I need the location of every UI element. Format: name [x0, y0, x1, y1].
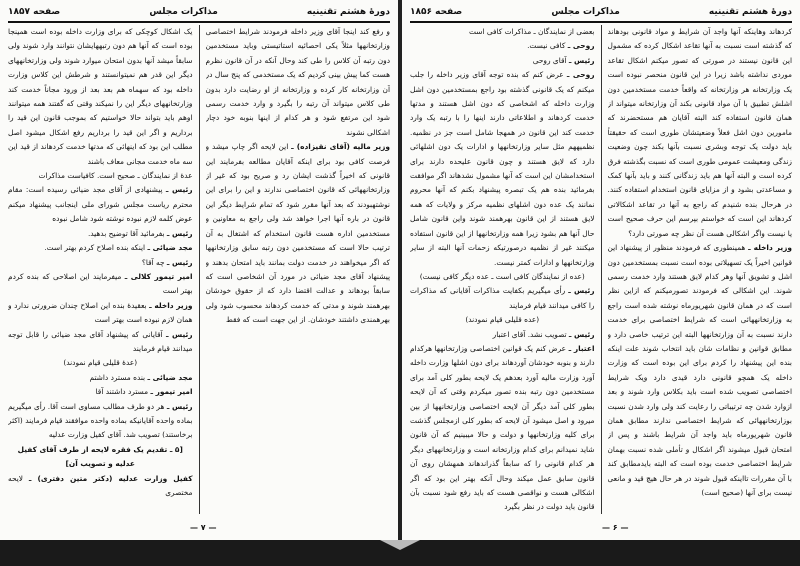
- speech-paragraph: [8, 270, 193, 299]
- speech-text: تصویب نشد. آقای اعتبار: [492, 329, 567, 339]
- speaker-name: وزیر مالیه (آقای نقیزاده) ـ: [291, 142, 390, 152]
- text-paragraph: و رفع کند اینجا آقای وزیر داخله فرمودند شرایط اختصاصی وزارتخانهها مثلاً یکی احصائیه استاتیستی وباید مستخدمین دون رتبه آن کلاس را طی کند وحال آنکه در آن قانون نظرم هست کما پیش بینی کردیم که یک مستخدمی که پنج سال در آن وزارتخانه کار کرده و وزارتخانه از او رضایت دارد بدون طی کلاس میتواند آن رتبه را بگیرد و وارد خدمت رسمی شود این مرتفع شود و هر کدام از اینها بنوبه خود دچار اشکالی نشوند: [205, 27, 390, 137]
- stage-note: (عدهٔ قلیلی قیام نمودند): [63, 358, 138, 368]
- speech-paragraph: [410, 54, 595, 68]
- speech-paragraph: [410, 328, 595, 342]
- page-header: [8, 4, 390, 20]
- speech-text: اینکه بنده اصلاح کردم بهتر است.: [44, 243, 146, 253]
- text-paragraph: کردهاند وهاینکه آنها واجد آن شرایط و مواد قانونی بودهاند که گذشته است نسبت به آنها تقاعد اشکال کرده که مشمول این قانون نیستند در صورتی که تصور میکنم اشکال تقاعد موردی نداشته باشد زیرا در این قانون منحصر نبوده است یک وزارتخانه هر وزارتخانه که واقعاً خدمت مستخدمین دون اشلش تطبیق با آن مواد قانونی بکند آن وزارتخانه میتواند از همان قانون استفاده کند البته آقایان هم مستحضرند که مامورین دون اشل فعلاً وضعیتشان طوری است که حقیقتاً باید دولت یک توجه وبشری نسبت بآنها بکند چون وضعیت زندگی ومعیشت عمومی طوری است که نسبت بگذشته فرق کرده است و البته آنها هم باید زندگانی کنند و باید بآنها کمک و مساعدتی بشود و از مزایای قانون استخدام استفاده کنند. در هرحال بنده شنیدم که راجع به آنها در تقاعد اشکالاتی کردهاند این است که خواستم بپرسم این حرف صحیح است یا نیست واگر اشکالی هست آن نظر چه صورتی دارد؟: [607, 27, 792, 238]
- speech-text: لایحه مختصری: [8, 473, 193, 497]
- speech-text: عرض کنم که بنده توجه آقای وزیر داخله را جلب میکنم که یک قانونی گذشته بود راجع بمستخدمین دون اشل وزارت داخله که اشخاصی که دون اشل هستند و مدتها خدمت کردهاند و اطلاعاتی دارند اینها را با رتبه یک وارد خدمت کند این قانون در همهجا شامل است جز در نظمیه. نظمیههم مثل سایر وزارتخانهها و ادارات یک دون اشلهائی دارد که لایق هستند و چون قانون علیحده دارند برای استخدامشان این است که آنها مشمول نشدهاند اگر موافقت بفرمائید بنده هم یک تبصره پیشنهاد بکنم که آنها محروم نمانند یک عده دون اشلهای نظمیه مرکز و ولایات که همه لایق هستند از این قانون بهرهمند شوند واین قانون شامل حال آنها هم بشود زیرا همه وزارتخانهها از این قانون استفاده میکنند غیر از نظمیه درصورتیکه زحمات آنها البته از سایر وزارتخانهها و ادارات کمتر نیست.: [410, 70, 595, 267]
- speaker-name: رئیس ـ: [166, 329, 193, 339]
- page-number: صفحه ۱۸۵۶: [410, 7, 463, 17]
- speech-paragraph: [8, 385, 193, 399]
- text-paragraph: یک اشکال کوچکی که برای وزارت داخله بوده است همینجا بوده است که آنها هم دون رتبههایشان نتوانند وارد شوند ولی سابقاً میشد آنها بدون امتحان میوارد شوند ولی وزارتخانههای دیگر این قدر هم نمیتوانستند و شرطش این کلاس وزارت داخله بود که سهماه هم بعد بعد از ورود مجاناً خدمت کند وزارتخانههای دیگر این را نمیکند وقتی که گفتند همه میتوانند اوهم باید بتواند حالا خواستیم که بموجب قانون این قید را برداریم و اگر این قید را برداریم رفع اشکال میشود اصل مطلب این بود که اینهائی که مدتها خدمت کردهاند از قید این سه ماه خدمت مجانی معاف باشند: [8, 27, 193, 166]
- speech-paragraph: [8, 227, 193, 241]
- folio: — ۶ —: [602, 523, 629, 532]
- speaker-name: مجد ضیائی ـ: [147, 243, 193, 253]
- header-rule: [8, 21, 390, 23]
- speech-text: بنده مسترد داشتم: [89, 372, 146, 382]
- speech-text: میفرمایند این اصلاحی که بنده کردم بهتر است: [8, 271, 193, 296]
- text-columns: [410, 25, 792, 514]
- speech-paragraph: [206, 140, 391, 327]
- running-title: مذاکرات مجلس: [149, 7, 218, 17]
- speaker-name: کفیل وزارت عدلیه (دکتر متین دفتری) ـ: [28, 473, 193, 483]
- column-left: [8, 25, 193, 514]
- speaker-name: وزیر داخله ـ: [748, 243, 792, 253]
- speech-text: بفرمائید آقا توضیح بدهید.: [87, 228, 165, 238]
- speaker-name: رئیس ـ: [568, 55, 595, 65]
- speech-text: آقایانی که پیشنهاد آقای مجد ضیائی را قابل توجه میدانند قیام فرمایند: [8, 329, 193, 353]
- speaker-name: رئیس ـ: [166, 228, 193, 238]
- speaker-name: روحی ـ: [566, 70, 595, 80]
- column-left: [410, 25, 595, 514]
- right-page: [402, 0, 800, 540]
- speech-paragraph: [410, 342, 595, 514]
- text-paragraph: بعضی از نمایندگان ـ مذاکرات کافی است: [469, 27, 595, 36]
- speech-text: رأی میگیریم بکفایت مذاکرات آقایانی که مذاکرات را کافی میدانند قیام فرمایند: [410, 286, 595, 310]
- speaker-name: رئیس ـ: [166, 257, 193, 267]
- journal-title: دورهٔ هشتم تقنینیه: [708, 7, 792, 17]
- speaker-name: مجد ضیائی ـ: [147, 372, 193, 382]
- speaker-name: رئیس ـ: [165, 185, 193, 195]
- speaker-name: روحی ـ: [567, 41, 595, 51]
- speech-text: چه آقا؟: [141, 257, 165, 267]
- column-divider: [199, 25, 200, 514]
- speech-text: بعقیدهٔ بنده این اصلاح چندان ضرورتی ندارد و همان لازم نبوده است بهتر است: [8, 300, 193, 325]
- text-columns: [8, 25, 390, 514]
- column-right: [608, 25, 793, 514]
- journal-title: دورهٔ هشتم تقنینیه: [306, 7, 390, 17]
- speech-paragraph: [8, 371, 193, 385]
- running-title: مذاکرات مجلس: [551, 7, 620, 17]
- speech-paragraph: [8, 472, 193, 501]
- speaker-name: امیر تیمور کلالی ـ: [124, 271, 193, 281]
- speech-paragraph: [8, 256, 193, 270]
- column-right: [206, 25, 391, 514]
- speaker-name: وزیر داخله ـ: [149, 300, 193, 310]
- speech-text: کافی نیست.: [527, 41, 566, 51]
- text-paragraph: عدهٔ از نمایندگان ـ صحیح است. کافیاست مذاکرات: [38, 171, 193, 181]
- speech-text: مسترد داشتند آقا: [95, 387, 149, 397]
- speech-text: این لایحه اگر چاپ میشد و فرصت کافی بود برای اینکه آقایان مطالعه بفرمایند این قانونی که اخیراً گذشت ایشان رد و صریح بود که غیر از وزارتخانههائی که قانون اختصاصی ندارند و این را برای این نوشتهبودند که بعد آنها مقرر شود که تمام شرایط دیگر این قانون در باره آنها اجرا خواهد شد ولی راجع به معاونین و مستخدمین اداره هست قانون استخدام که اشتغال به آن ترتیب حالا است که مستخدمین دون رتبه سابق وزارتخانهها که اگر میخواهند در خدمت دولت بمانند باید امتحان بدهند و پیشنهاد آقای مجد ضیائی در مورد آن اشخاصی است که سابقاً بودهاند و عدالت اقتضا دارد که از حقوق خودشان بهرهمند شوند و مدتی که خدمت کردهاند محسوب شود ولی بهرهمندی داشتند خودشان. از این جهت است که فقط: [205, 142, 390, 325]
- header-rule: [410, 21, 792, 23]
- speech-paragraph: [410, 68, 595, 270]
- speech-paragraph: [8, 400, 193, 443]
- scan-bottom-edge: [0, 540, 800, 566]
- speech-paragraph: [8, 183, 193, 226]
- stage-note: (عده از نمایندگان کافی است ـ عده دیگر کافی نیست): [419, 271, 585, 281]
- speech-text: آقای روحی: [532, 55, 567, 65]
- speech-paragraph: [410, 284, 595, 313]
- speaker-name: رئیس ـ: [166, 401, 193, 411]
- speech-text: عرض کنم یک قوانین اختصاصی وزارتخانهها هرکدام دارند و بنوبه خودشان آوردهاند برای دون اشلها وزارت داخله آورد وزارت مالیه آورد بعدهم یک لایحه بطور کلی آمد برای مستخدمین دون رتبه بنده تصور میکردم وقتی که آن لایحه بطور کلی آمد دیگر آن لایحه اختصاصی وزارتخانهها از بین میرود و اصل میشود آن لایحه که بطور کلی ازمجلس گذشت برای کلیه وزارتخانهها و دولت و حالا میبینیم که آن قانون شاید نمیدانم برای کدام وزارتخانه است و وزارتخانههای دیگر هر کدام قانونی را که سابقاً گذراندهاند همهشان روی آن قانون سابق عمل میکند وحال آنکه بهتر این بود که اگر اشکالی هست و نواقصی هست که باید رفع شود نسبت بآن قانون باید دولت در نظر بگیرد: [410, 343, 595, 512]
- left-page: [0, 0, 398, 540]
- speaker-name: رئیس ـ: [568, 329, 595, 339]
- speech-paragraph: [8, 241, 193, 255]
- speaker-name: امیر تیمور ـ: [150, 387, 193, 397]
- stage-note: (عده قلیلی قیام نمودند): [465, 315, 540, 325]
- speech-text: هر دو طرف مطالب مساوی است آقا. رأی میگیریم بماده واحده آقایانیکه بماده واحده موافقند قیام فرمایند (اکثر برخاستند) تصویب شد. آقای کفیل وزارت عدلیه: [8, 401, 193, 440]
- speech-paragraph: [8, 328, 193, 357]
- speech-text: همینطوری که فرمودند منظور از پیشنهاد این قوانین اخیراً یک تسهیلاتی بوده است نسبت بمستخدمین دون اشل و تشویق آنها وهر کدام لایق هستند وارد خدمت رسمی شوند. این اشکالی که فرمودند تصورمیکنم که ازاین نظر است که در همان قانون شهریورماه نوشته شده است راجع به وزارتخانههائی است که شرایط اختصاصی برای خدمت دارند نسبت به آن وزارتخانهها البته این ترتیب خاصی دارد و مطابق قوانین و نظامات شان باید انتخاب شوند علت اینکه بنده این پیشنهاد را کردم برای این بوده است که وزارت داخله یک همچو قانونی دارد قیدی دارد ویک شرایط اختصاصی تصویب شده است باید بکلاس وارد شوند و بعد ازوارد شدن چه ترتیباتی را رعایت کند ولی وارد شدن نسبت بوزارتخانههائی که شرایط اختصاصی ندارند مطابق همان قانون شهریورماه باید واجد آن شرایط باشند و پس از امتحان قبول میشوند اگر اشکال و تأملی شده نسبت بهمان شرایط اختصاصی خدمت بوده است که البته بایدمطابق کند با آن مقررات تااینکه قبول شوند در هر حال هیچ قید و مانعی نیست برای آنها (صحیح است): [607, 243, 792, 497]
- page-fold: [380, 540, 420, 550]
- speech-paragraph: [8, 299, 193, 328]
- page-number: صفحه ۱۸۵۷: [8, 7, 61, 17]
- page-header: [410, 4, 792, 20]
- section-heading: [۵ ـ تقدیم یک فقره لایحه از طرف آقای کفیل عدلیه و تصویب آن]: [17, 444, 183, 469]
- speech-paragraph: [410, 39, 595, 53]
- speech-text: پیشنهادی از آقای مجد ضیائی رسیده است: مقام محترم ریاست مجلس شورای ملی اینجانب پیشنهاد میکنم عوض کلمه لازم نبوده نوشته شود شامل نبوده: [8, 185, 193, 224]
- speaker-name: اعتبار ـ: [568, 343, 595, 353]
- speaker-name: رئیس ـ: [568, 286, 595, 296]
- speech-paragraph: [608, 241, 793, 500]
- folio: — ۷ —: [190, 523, 217, 532]
- column-divider: [601, 25, 602, 514]
